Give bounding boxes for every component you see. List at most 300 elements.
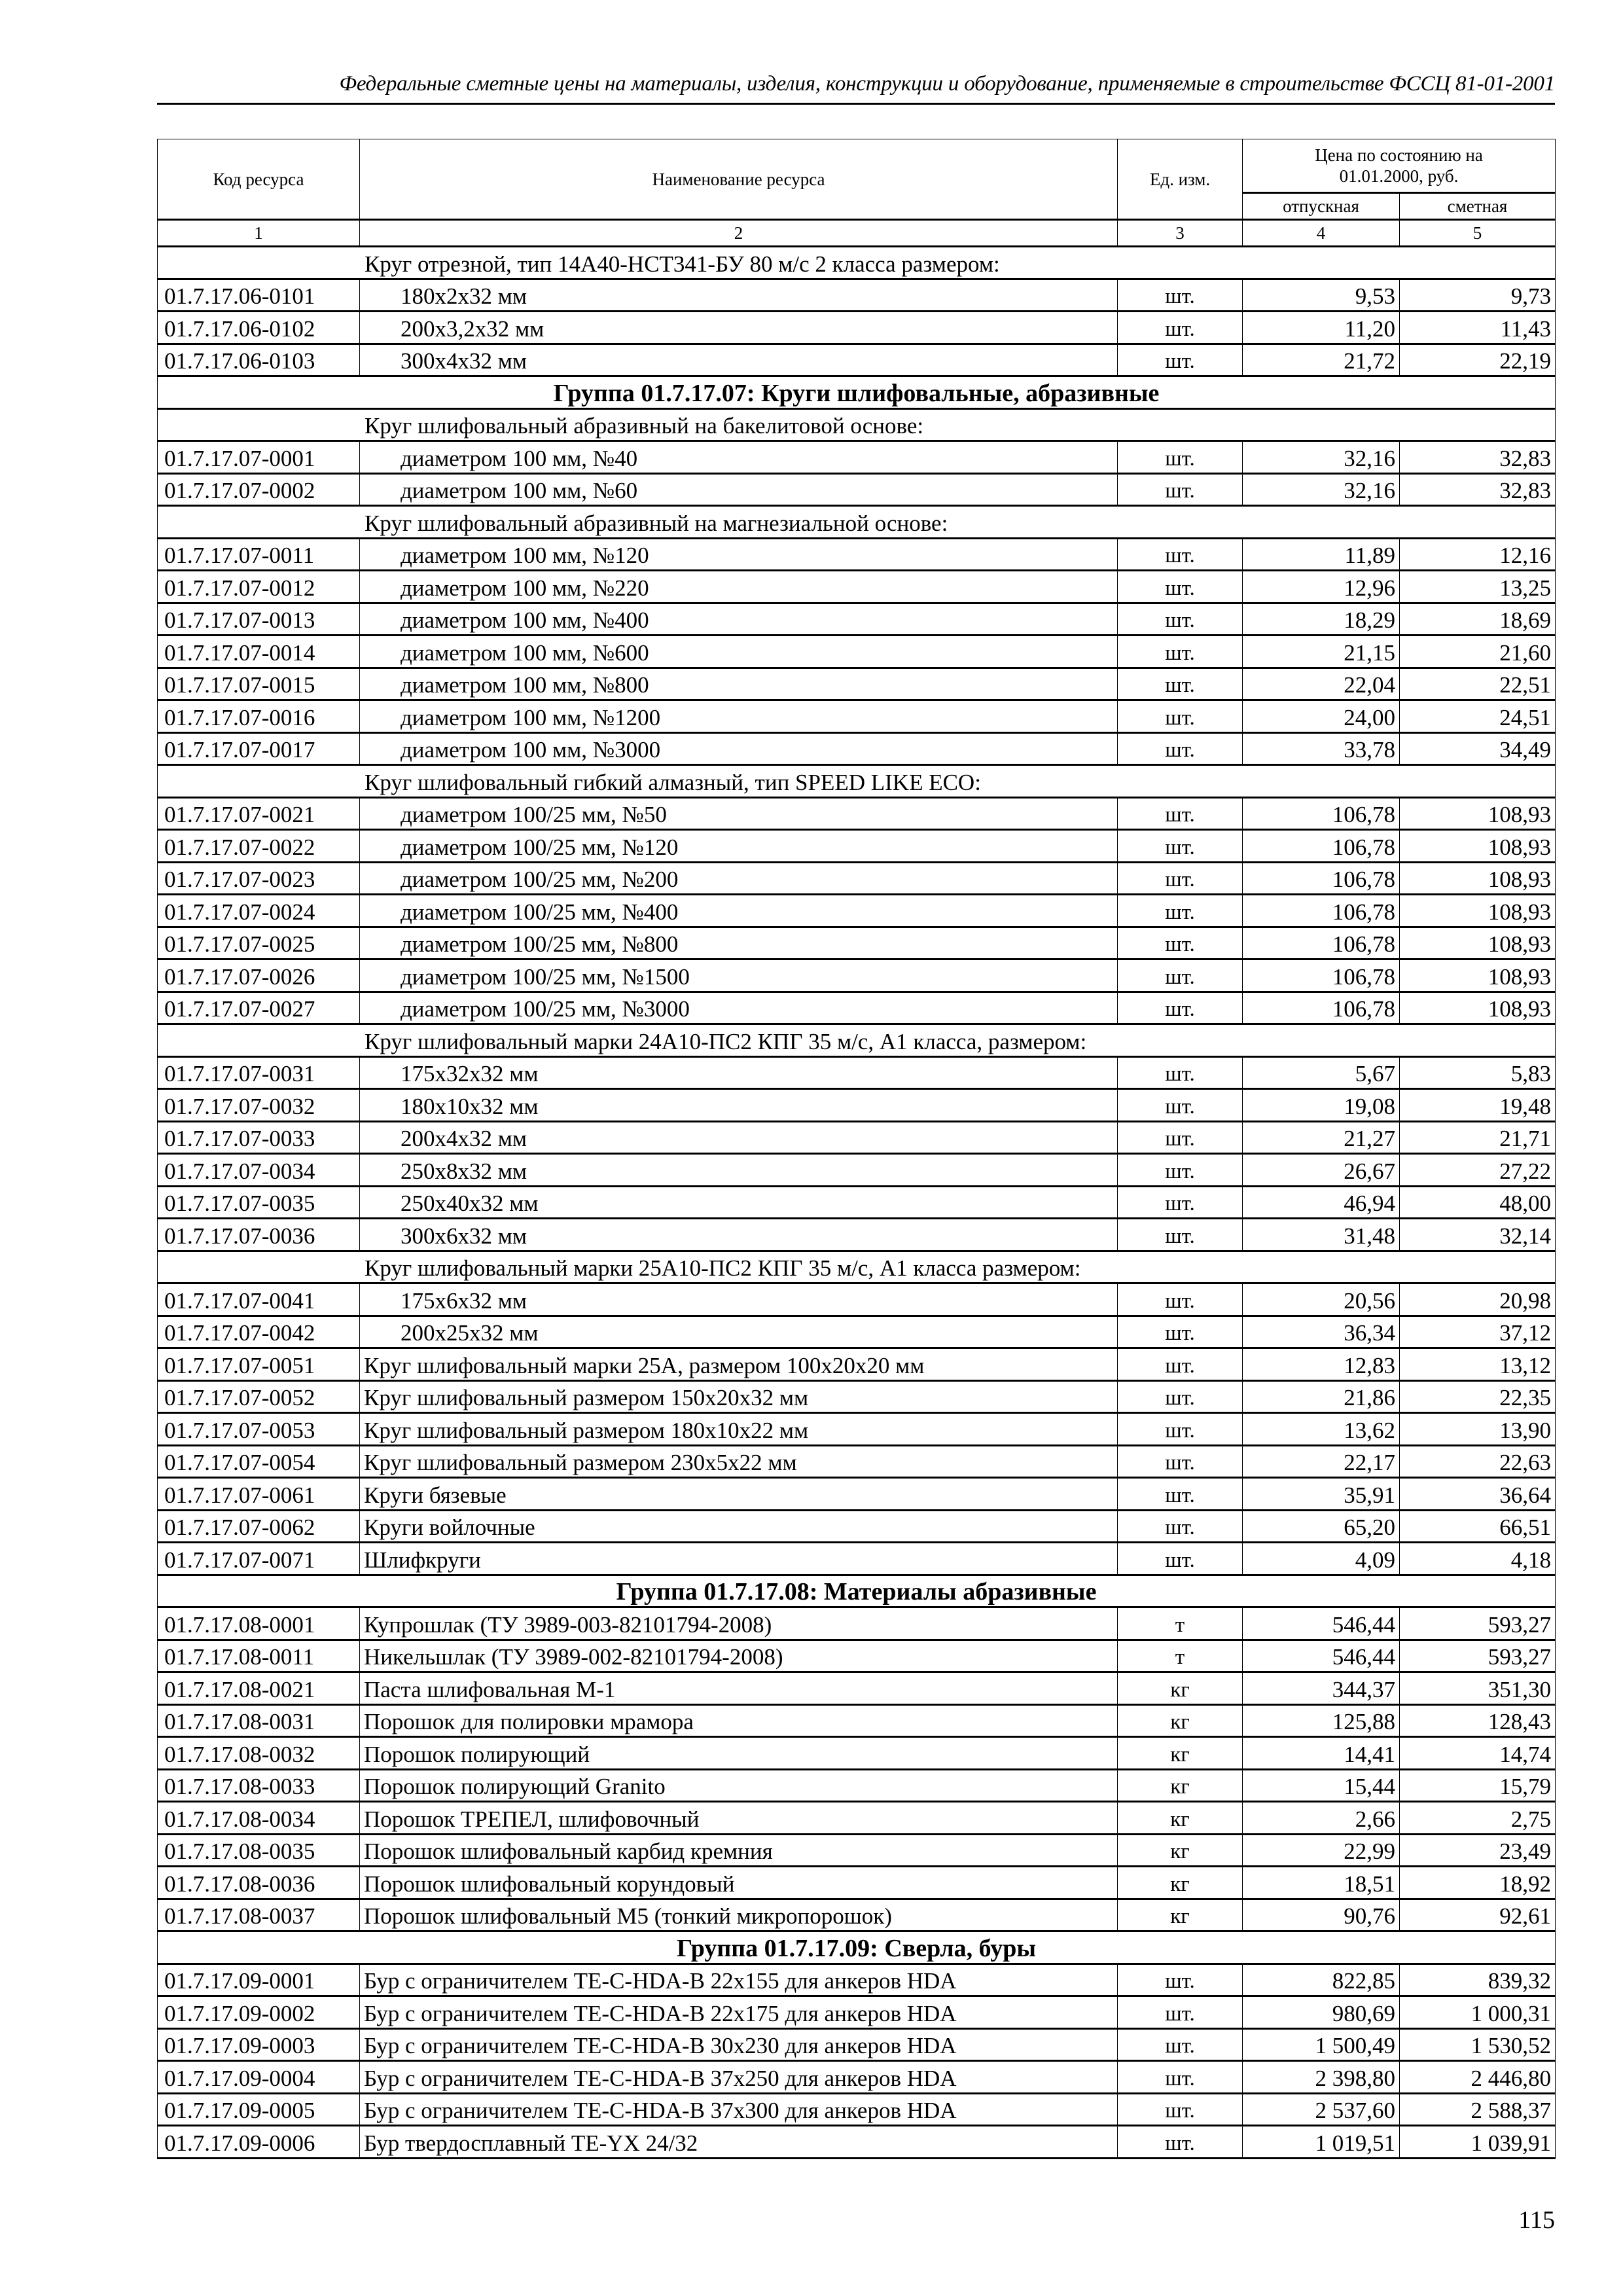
estimate-price: 22,63 (1400, 1445, 1556, 1478)
release-price: 1 019,51 (1243, 2126, 1400, 2159)
table-row (158, 862, 1556, 895)
resource-code: 01.7.17.08-0032 (158, 1737, 360, 1770)
release-price: 125,88 (1243, 1704, 1400, 1737)
unit-of-measure: шт. (1118, 279, 1243, 312)
unit-of-measure: кг (1118, 1769, 1243, 1802)
release-price: 11,89 (1243, 538, 1400, 571)
release-price: 18,29 (1243, 603, 1400, 636)
release-price: 546,44 (1243, 1640, 1400, 1672)
table-row (158, 571, 1556, 603)
estimate-price: 1 000,31 (1400, 1996, 1556, 2029)
unit-of-measure: шт. (1118, 862, 1243, 895)
resource-code: 01.7.17.08-0001 (158, 1607, 360, 1640)
estimate-price: 839,32 (1400, 1964, 1556, 1996)
table-row (158, 732, 1556, 765)
estimate-price: 66,51 (1400, 1510, 1556, 1543)
unit-of-measure: шт. (1118, 1413, 1243, 1446)
table-body (158, 247, 1556, 2159)
release-price: 35,91 (1243, 1478, 1400, 1511)
resource-code: 01.7.17.08-0035 (158, 1834, 360, 1867)
table-row (158, 538, 1556, 571)
release-price: 21,15 (1243, 636, 1400, 668)
resource-name: 180х2х32 мм (360, 279, 1118, 312)
estimate-price: 20,98 (1400, 1283, 1556, 1316)
resource-name: диаметром 100/25 мм, №800 (360, 927, 1118, 960)
unit-of-measure: т (1118, 1640, 1243, 1672)
release-price: 106,78 (1243, 862, 1400, 895)
group-heading-row (158, 1575, 1556, 1607)
estimate-price: 32,83 (1400, 441, 1556, 474)
resource-name: диаметром 100 мм, №1200 (360, 700, 1118, 733)
resource-code: 01.7.17.07-0051 (158, 1348, 360, 1381)
resource-name: Никельшлак (ТУ 3989-002-82101794-2008) (360, 1640, 1118, 1672)
release-price: 18,51 (1243, 1867, 1400, 1899)
release-price: 106,78 (1243, 895, 1400, 927)
resource-name: Круг шлифовальный марки 25А, размером 100х20х20 мм (360, 1348, 1118, 1381)
estimate-price: 13,25 (1400, 571, 1556, 603)
estimate-price: 108,93 (1400, 992, 1556, 1024)
group-heading: Группа 01.7.17.07: Круги шлифовальные, абразивные (158, 376, 1556, 409)
table-row (158, 279, 1556, 312)
unit-of-measure: шт. (1118, 1510, 1243, 1543)
table-row (158, 1964, 1556, 1996)
resource-name: 175х6х32 мм (360, 1283, 1118, 1316)
estimate-price: 108,93 (1400, 927, 1556, 960)
estimate-price: 108,93 (1400, 895, 1556, 927)
resource-name: диаметром 100/25 мм, №400 (360, 895, 1118, 927)
release-price: 106,78 (1243, 927, 1400, 960)
resource-code: 01.7.17.08-0021 (158, 1672, 360, 1705)
resource-code: 01.7.17.07-0062 (158, 1510, 360, 1543)
table-row (158, 1186, 1556, 1219)
resource-code: 01.7.17.07-0017 (158, 732, 360, 765)
estimate-price: 27,22 (1400, 1154, 1556, 1187)
resource-code: 01.7.17.09-0005 (158, 2093, 360, 2126)
estimate-price: 2 588,37 (1400, 2093, 1556, 2126)
release-price: 65,20 (1243, 1510, 1400, 1543)
release-price: 20,56 (1243, 1283, 1400, 1316)
estimate-price: 593,27 (1400, 1607, 1556, 1640)
table-row (158, 344, 1556, 376)
resource-name: Бур с ограничителем TE-C-HDA-B 37х300 для анкеров HDA (360, 2093, 1118, 2126)
unit-of-measure: шт. (1118, 1996, 1243, 2029)
release-price: 5,67 (1243, 1056, 1400, 1089)
table-row (158, 2028, 1556, 2061)
resource-code: 01.7.17.08-0036 (158, 1867, 360, 1899)
group-heading: Группа 01.7.17.08: Материалы абразивные (158, 1575, 1556, 1607)
resource-name: 200х4х32 мм (360, 1121, 1118, 1154)
resource-code: 01.7.17.07-0014 (158, 636, 360, 668)
resource-name: диаметром 100 мм, №800 (360, 668, 1118, 700)
estimate-price: 21,60 (1400, 636, 1556, 668)
unit-of-measure: шт. (1118, 830, 1243, 863)
resource-name: Бур твердосплавный TE-YX 24/32 (360, 2126, 1118, 2159)
unit-of-measure: шт. (1118, 1154, 1243, 1187)
estimate-price: 48,00 (1400, 1186, 1556, 1219)
unit-of-measure: шт. (1118, 960, 1243, 992)
estimate-price: 1 039,91 (1400, 2126, 1556, 2159)
estimate-price: 108,93 (1400, 960, 1556, 992)
resource-code: 01.7.17.08-0011 (158, 1640, 360, 1672)
unit-of-measure: шт. (1118, 668, 1243, 700)
unit-of-measure: шт. (1118, 538, 1243, 571)
unit-of-measure: шт. (1118, 797, 1243, 830)
resource-name: Круг шлифовальный размером 150х20х32 мм (360, 1380, 1118, 1413)
estimate-price: 5,83 (1400, 1056, 1556, 1089)
resource-name: диаметром 100 мм, №60 (360, 473, 1118, 506)
subheading: Круг шлифовальный абразивный на магнезиальной основе: (158, 506, 1556, 539)
unit-of-measure: шт. (1118, 1186, 1243, 1219)
unit-of-measure: шт. (1118, 603, 1243, 636)
estimate-price: 9,73 (1400, 279, 1556, 312)
resource-code: 01.7.17.07-0053 (158, 1413, 360, 1446)
resource-code: 01.7.17.07-0025 (158, 927, 360, 960)
resource-code: 01.7.17.07-0015 (158, 668, 360, 700)
resource-name: диаметром 100/25 мм, №50 (360, 797, 1118, 830)
table-row (158, 1283, 1556, 1316)
subheading-row (158, 765, 1556, 798)
estimate-price: 18,69 (1400, 603, 1556, 636)
unit-of-measure: шт. (1118, 312, 1243, 344)
release-price: 46,94 (1243, 1186, 1400, 1219)
unit-of-measure: кг (1118, 1672, 1243, 1705)
release-price: 106,78 (1243, 992, 1400, 1024)
estimate-price: 21,71 (1400, 1121, 1556, 1154)
resource-code: 01.7.17.07-0032 (158, 1089, 360, 1122)
release-price: 26,67 (1243, 1154, 1400, 1187)
estimate-price: 108,93 (1400, 862, 1556, 895)
table-row (158, 1089, 1556, 1122)
unit-of-measure: шт. (1118, 927, 1243, 960)
resource-code: 01.7.17.07-0013 (158, 603, 360, 636)
resource-code: 01.7.17.07-0034 (158, 1154, 360, 1187)
unit-of-measure: шт. (1118, 1478, 1243, 1511)
resource-name: диаметром 100/25 мм, №3000 (360, 992, 1118, 1024)
table-row (158, 1769, 1556, 1802)
release-price: 344,37 (1243, 1672, 1400, 1705)
table-row (158, 312, 1556, 344)
table-row (158, 636, 1556, 668)
release-price: 546,44 (1243, 1607, 1400, 1640)
subheading: Круг шлифовальный марки 24А10-ПС2 КПГ 35 м/с, А1 класса, размером: (158, 1024, 1556, 1057)
table-row (158, 1867, 1556, 1899)
resource-code: 01.7.17.07-0036 (158, 1219, 360, 1251)
table-row (158, 668, 1556, 700)
table-row (158, 1899, 1556, 1931)
unit-of-measure: шт. (1118, 2061, 1243, 2094)
header-unit: Ед. изм. (1118, 139, 1243, 220)
release-price: 12,96 (1243, 571, 1400, 603)
resource-name: 180х10х32 мм (360, 1089, 1118, 1122)
estimate-price: 2,75 (1400, 1802, 1556, 1835)
table-row (158, 1478, 1556, 1511)
table-row (158, 1543, 1556, 1575)
release-price: 4,09 (1243, 1543, 1400, 1575)
resource-name: диаметром 100 мм, №220 (360, 571, 1118, 603)
resource-name: диаметром 100 мм, №600 (360, 636, 1118, 668)
resource-code: 01.7.17.07-0071 (158, 1543, 360, 1575)
unit-of-measure: шт. (1118, 992, 1243, 1024)
resource-name: Круг шлифовальный размером 230х5х22 мм (360, 1445, 1118, 1478)
resource-code: 01.7.17.07-0011 (158, 538, 360, 571)
resource-code: 01.7.17.07-0033 (158, 1121, 360, 1154)
table-row (158, 927, 1556, 960)
table-row (158, 1640, 1556, 1672)
estimate-price: 18,92 (1400, 1867, 1556, 1899)
resource-name: диаметром 100 мм, №400 (360, 603, 1118, 636)
resource-name: диаметром 100/25 мм, №1500 (360, 960, 1118, 992)
subheading: Круг шлифовальный марки 25А10-ПС2 КПГ 35 м/с, А1 класса размером: (158, 1251, 1556, 1283)
resource-name: Купрошлак (ТУ 3989-003-82101794-2008) (360, 1607, 1118, 1640)
subheading-row (158, 1251, 1556, 1283)
unit-of-measure: шт. (1118, 2126, 1243, 2159)
resource-code: 01.7.17.07-0002 (158, 473, 360, 506)
unit-of-measure: кг (1118, 1704, 1243, 1737)
resource-code: 01.7.17.07-0042 (158, 1316, 360, 1348)
resource-name: диаметром 100 мм, №120 (360, 538, 1118, 571)
unit-of-measure: шт. (1118, 1219, 1243, 1251)
table-row (158, 1316, 1556, 1348)
estimate-price: 351,30 (1400, 1672, 1556, 1705)
resource-code: 01.7.17.07-0021 (158, 797, 360, 830)
resource-name: Порошок шлифовальный М5 (тонкий микропорошок) (360, 1899, 1118, 1931)
estimate-price: 12,16 (1400, 538, 1556, 571)
estimate-price: 19,48 (1400, 1089, 1556, 1122)
estimate-price: 92,61 (1400, 1899, 1556, 1931)
resource-code: 01.7.17.07-0035 (158, 1186, 360, 1219)
release-price: 21,72 (1243, 344, 1400, 376)
resource-name: Порошок полирующий Granito (360, 1769, 1118, 1802)
release-price: 106,78 (1243, 830, 1400, 863)
unit-of-measure: шт. (1118, 441, 1243, 474)
release-price: 22,17 (1243, 1445, 1400, 1478)
estimate-price: 128,43 (1400, 1704, 1556, 1737)
table-row (158, 441, 1556, 474)
subheading: Круг шлифовальный абразивный на бакелитовой основе: (158, 408, 1556, 441)
resource-code: 01.7.17.07-0041 (158, 1283, 360, 1316)
header-estimate-price: сметная (1400, 193, 1556, 220)
estimate-price: 23,49 (1400, 1834, 1556, 1867)
release-price: 1 500,49 (1243, 2028, 1400, 2061)
release-price: 21,86 (1243, 1380, 1400, 1413)
resource-name: 200х25х32 мм (360, 1316, 1118, 1348)
resource-code: 01.7.17.08-0031 (158, 1704, 360, 1737)
table-row (158, 1834, 1556, 1867)
estimate-price: 36,64 (1400, 1478, 1556, 1511)
resource-name: диаметром 100 мм, №40 (360, 441, 1118, 474)
resource-code: 01.7.17.06-0102 (158, 312, 360, 344)
resource-code: 01.7.17.06-0101 (158, 279, 360, 312)
unit-of-measure: шт. (1118, 1348, 1243, 1381)
release-price: 980,69 (1243, 1996, 1400, 2029)
unit-of-measure: кг (1118, 1737, 1243, 1770)
unit-of-measure: кг (1118, 1802, 1243, 1835)
column-numbers-row (158, 220, 1556, 247)
group-heading-row (158, 376, 1556, 409)
release-price: 36,34 (1243, 1316, 1400, 1348)
resource-name: Шлифкруги (360, 1543, 1118, 1575)
resource-code: 01.7.17.07-0016 (158, 700, 360, 733)
unit-of-measure: шт. (1118, 344, 1243, 376)
release-price: 9,53 (1243, 279, 1400, 312)
unit-of-measure: шт. (1118, 1089, 1243, 1122)
page-number: 115 (1518, 2206, 1555, 2234)
subheading-row (158, 247, 1556, 279)
table-row (158, 1056, 1556, 1089)
estimate-price: 22,35 (1400, 1380, 1556, 1413)
table-row (158, 1704, 1556, 1737)
resource-name: Порошок полирующий (360, 1737, 1118, 1770)
table-row (158, 1445, 1556, 1478)
subheading: Круг отрезной, тип 14А40-НСТ341-БУ 80 м/с 2 класса размером: (158, 247, 1556, 279)
unit-of-measure: шт. (1118, 1316, 1243, 1348)
release-price: 31,48 (1243, 1219, 1400, 1251)
estimate-price: 593,27 (1400, 1640, 1556, 1672)
release-price: 33,78 (1243, 732, 1400, 765)
unit-of-measure: шт. (1118, 1056, 1243, 1089)
unit-of-measure: шт. (1118, 2093, 1243, 2126)
column-number: 2 (360, 220, 1118, 247)
release-price: 32,16 (1243, 441, 1400, 474)
table-row (158, 603, 1556, 636)
estimate-price: 1 530,52 (1400, 2028, 1556, 2061)
release-price: 106,78 (1243, 960, 1400, 992)
running-header: Федеральные сметные цены на материалы, изделия, конструкции и оборудование, применяемые в строительстве ФССЦ 81-01-2001 (339, 72, 1555, 96)
table-row (158, 1737, 1556, 1770)
estimate-price: 108,93 (1400, 830, 1556, 863)
resource-code: 01.7.17.07-0001 (158, 441, 360, 474)
release-price: 106,78 (1243, 797, 1400, 830)
release-price: 22,99 (1243, 1834, 1400, 1867)
unit-of-measure: шт. (1118, 1543, 1243, 1575)
table-row (158, 1219, 1556, 1251)
table-row (158, 1510, 1556, 1543)
subheading-row (158, 408, 1556, 441)
unit-of-measure: шт. (1118, 1283, 1243, 1316)
table-row (158, 1802, 1556, 1835)
resource-name: Круги войлочные (360, 1510, 1118, 1543)
table-row (158, 895, 1556, 927)
column-number: 1 (158, 220, 360, 247)
table-row (158, 960, 1556, 992)
resource-name: 175х32х32 мм (360, 1056, 1118, 1089)
release-price: 14,41 (1243, 1737, 1400, 1770)
release-price: 13,62 (1243, 1413, 1400, 1446)
resource-name: 300х4х32 мм (360, 344, 1118, 376)
resource-code: 01.7.17.09-0006 (158, 2126, 360, 2159)
release-price: 2 398,80 (1243, 2061, 1400, 2094)
estimate-price: 34,49 (1400, 732, 1556, 765)
resource-code: 01.7.17.09-0001 (158, 1964, 360, 1996)
price-table (157, 139, 1556, 2159)
release-price: 32,16 (1243, 473, 1400, 506)
resource-code: 01.7.17.07-0023 (158, 862, 360, 895)
resource-name: Круги бязевые (360, 1478, 1118, 1511)
table-row (158, 2061, 1556, 2094)
resource-name: Порошок шлифовальный карбид кремния (360, 1834, 1118, 1867)
estimate-price: 108,93 (1400, 797, 1556, 830)
group-heading: Группа 01.7.17.09: Сверла, буры (158, 1931, 1556, 1964)
estimate-price: 11,43 (1400, 312, 1556, 344)
resource-code: 01.7.17.08-0034 (158, 1802, 360, 1835)
table-row (158, 473, 1556, 506)
resource-code: 01.7.17.07-0026 (158, 960, 360, 992)
resource-name: диаметром 100/25 мм, №200 (360, 862, 1118, 895)
unit-of-measure: шт. (1118, 2028, 1243, 2061)
table-row (158, 992, 1556, 1024)
resource-name: Паста шлифовальная М-1 (360, 1672, 1118, 1705)
group-heading-row (158, 1931, 1556, 1964)
resource-code: 01.7.17.09-0004 (158, 2061, 360, 2094)
estimate-price: 32,14 (1400, 1219, 1556, 1251)
estimate-price: 22,51 (1400, 668, 1556, 700)
release-price: 22,04 (1243, 668, 1400, 700)
resource-code: 01.7.17.07-0012 (158, 571, 360, 603)
unit-of-measure: шт. (1118, 571, 1243, 603)
resource-code: 01.7.17.06-0103 (158, 344, 360, 376)
release-price: 19,08 (1243, 1089, 1400, 1122)
estimate-price: 14,74 (1400, 1737, 1556, 1770)
header-name: Наименование ресурса (360, 139, 1118, 220)
resource-name: Бур с ограничителем TE-C-HDA-B 22х175 для анкеров HDA (360, 1996, 1118, 2029)
table-row (158, 797, 1556, 830)
table-row (158, 1413, 1556, 1446)
unit-of-measure: шт. (1118, 473, 1243, 506)
unit-of-measure: шт. (1118, 636, 1243, 668)
subheading-row (158, 1024, 1556, 1057)
estimate-price: 24,51 (1400, 700, 1556, 733)
unit-of-measure: шт. (1118, 1121, 1243, 1154)
resource-name: 250х8х32 мм (360, 1154, 1118, 1187)
resource-name: 200х3,2х32 мм (360, 312, 1118, 344)
column-number: 3 (1118, 220, 1243, 247)
resource-name: 300х6х32 мм (360, 1219, 1118, 1251)
release-price: 21,27 (1243, 1121, 1400, 1154)
resource-code: 01.7.17.09-0002 (158, 1996, 360, 2029)
table-row (158, 1672, 1556, 1705)
table-row (158, 1121, 1556, 1154)
unit-of-measure: шт. (1118, 1380, 1243, 1413)
subheading-row (158, 506, 1556, 539)
estimate-price: 4,18 (1400, 1543, 1556, 1575)
column-number: 5 (1400, 220, 1556, 247)
release-price: 822,85 (1243, 1964, 1400, 1996)
resource-code: 01.7.17.08-0037 (158, 1899, 360, 1931)
table-row (158, 1380, 1556, 1413)
estimate-price: 32,83 (1400, 473, 1556, 506)
resource-name: Бур с ограничителем TE-C-HDA-B 37х250 для анкеров HDA (360, 2061, 1118, 2094)
release-price: 90,76 (1243, 1899, 1400, 1931)
unit-of-measure: шт. (1118, 700, 1243, 733)
column-number: 4 (1243, 220, 1400, 247)
resource-name: Бур с ограничителем TE-C-HDA-B 30х230 для анкеров HDA (360, 2028, 1118, 2061)
unit-of-measure: т (1118, 1607, 1243, 1640)
resource-name: Бур с ограничителем TE-C-HDA-B 22х155 для анкеров HDA (360, 1964, 1118, 1996)
table-row (158, 1996, 1556, 2029)
unit-of-measure: кг (1118, 1867, 1243, 1899)
resource-code: 01.7.17.07-0052 (158, 1380, 360, 1413)
release-price: 11,20 (1243, 312, 1400, 344)
resource-code: 01.7.17.07-0031 (158, 1056, 360, 1089)
unit-of-measure: шт. (1118, 1445, 1243, 1478)
estimate-price: 13,90 (1400, 1413, 1556, 1446)
header-price-group: Цена по состоянию на 01.01.2000, руб. (1243, 139, 1556, 193)
release-price: 2 537,60 (1243, 2093, 1400, 2126)
resource-code: 01.7.17.07-0061 (158, 1478, 360, 1511)
estimate-price: 37,12 (1400, 1316, 1556, 1348)
resource-name: Круг шлифовальный размером 180х10х22 мм (360, 1413, 1118, 1446)
estimate-price: 22,19 (1400, 344, 1556, 376)
